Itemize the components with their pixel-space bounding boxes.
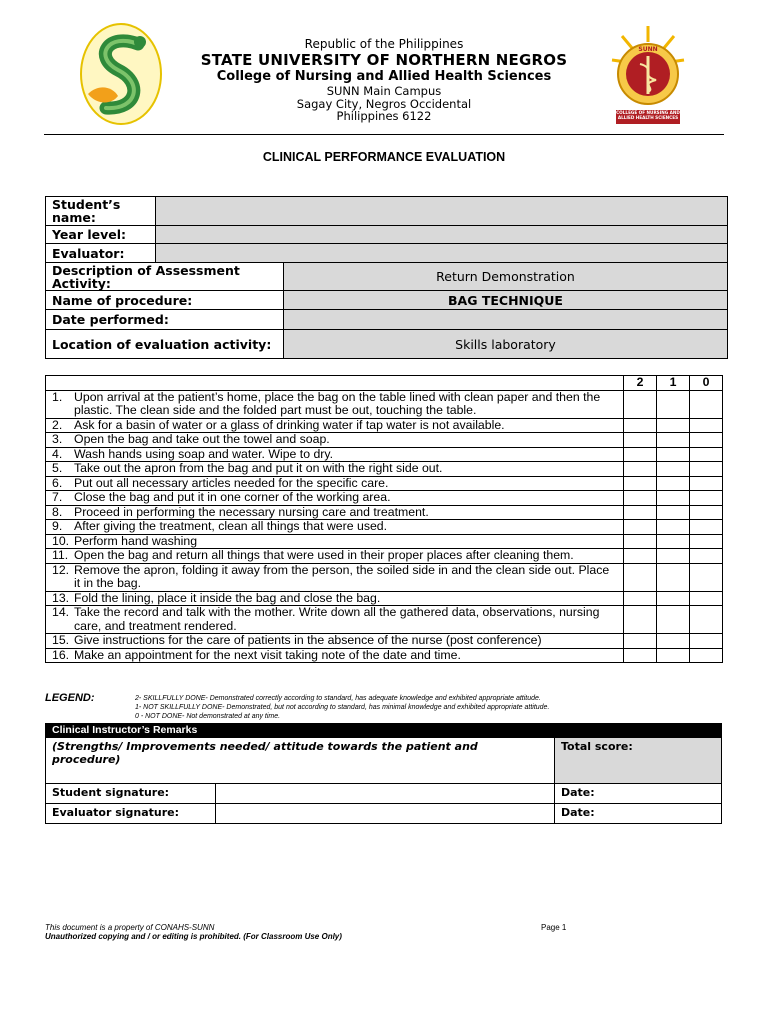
checklist-row xyxy=(46,563,723,591)
checklist-item-text: Wash hands using soap and water. Wipe to dry. xyxy=(74,446,334,461)
score-cell-1[interactable] xyxy=(657,534,690,549)
score-cell-2[interactable] xyxy=(624,433,657,448)
checklist-item xyxy=(46,390,624,418)
checklist-item-text: Ask for a basin of water or a glass of drinking water if tap water is not available. xyxy=(74,417,505,432)
checklist-item-number: 6. xyxy=(52,475,63,490)
location-value[interactable]: Skills laboratory xyxy=(284,330,728,359)
checklist-item-text: Proceed in performing the necessary nursing care and treatment. xyxy=(74,504,429,519)
checklist-item-number: 15. xyxy=(52,633,70,647)
checklist-item-number: 4. xyxy=(52,446,63,461)
checklist-item-number: 1. xyxy=(52,389,63,404)
score-cell-2[interactable] xyxy=(624,563,657,591)
score-cell-0[interactable] xyxy=(690,418,723,433)
procedure-value[interactable]: BAG TECHNIQUE xyxy=(284,291,728,310)
checklist-row xyxy=(46,648,723,663)
checklist-item-number: 13. xyxy=(52,590,70,605)
score-cell-2[interactable] xyxy=(624,418,657,433)
checklist-row xyxy=(46,606,723,634)
legend-label: LEGEND: xyxy=(45,692,95,704)
republic-line: Republic of the Philippines xyxy=(304,37,464,51)
score-header-1: 1 xyxy=(657,376,690,391)
checklist-item-text: Perform hand washing xyxy=(74,533,198,548)
score-cell-1[interactable] xyxy=(657,505,690,520)
evaluator-date-label: Date: xyxy=(561,806,595,819)
checklist-item-number: 7. xyxy=(52,490,63,504)
college-logo-top: SUNN xyxy=(638,46,658,53)
checklist-item xyxy=(46,491,624,506)
checklist-item-number: 5. xyxy=(52,461,63,475)
checklist-item xyxy=(46,505,624,520)
campus-line: SUNN Main Campus xyxy=(326,84,442,98)
score-cell-0[interactable] xyxy=(690,606,723,634)
evaluator-date-field[interactable] xyxy=(555,804,722,824)
year-level-field[interactable] xyxy=(156,226,728,244)
year-level-label: Year level: xyxy=(46,226,156,244)
score-cell-2[interactable] xyxy=(624,505,657,520)
legend-not-done: 0 - NOT DONE- Not demonstrated at any time. xyxy=(135,713,281,720)
evaluator-signature-field[interactable] xyxy=(216,804,555,824)
score-cell-1[interactable] xyxy=(657,591,690,606)
student-signature-label: Student signature: xyxy=(46,784,216,804)
checklist-row xyxy=(46,433,723,448)
total-score-label: Total score: xyxy=(561,740,633,753)
student-date-field[interactable] xyxy=(555,784,722,804)
checklist-header-blank xyxy=(46,376,624,391)
score-header-2: 2 xyxy=(624,376,657,391)
score-cell-1[interactable] xyxy=(657,418,690,433)
checklist-item-number: 16. xyxy=(52,647,70,662)
score-cell-2[interactable] xyxy=(624,534,657,549)
footer-property-note: This document is a property of CONAHS-SUNN xyxy=(45,923,215,932)
score-cell-0[interactable] xyxy=(690,462,723,477)
score-cell-1[interactable] xyxy=(657,606,690,634)
description-value[interactable]: Return Demonstration xyxy=(284,263,728,291)
score-cell-2[interactable] xyxy=(624,591,657,606)
evaluator-signature-label: Evaluator signature: xyxy=(46,804,216,824)
checklist-row xyxy=(46,462,723,477)
student-name-label: Student’s name: xyxy=(46,197,156,226)
remarks-field[interactable] xyxy=(46,738,555,784)
legend-not-skillfully-done: 1- NOT SKILLFULLY DONE- Demonstrated, but not according to standard, has minimal knowledge and exhibited appropriate attitude. xyxy=(135,704,550,711)
university-name: STATE UNIVERSITY OF NORTHERN NEGROS xyxy=(200,51,568,69)
student-name-field[interactable] xyxy=(156,197,728,226)
checklist-item-number: 12. xyxy=(52,562,70,577)
checklist-row xyxy=(46,634,723,649)
college-logo-caption: COLLEGE OF NURSING AND ALLIED HEALTH SCIENCES xyxy=(616,110,680,120)
score-cell-0[interactable] xyxy=(690,591,723,606)
city-line: Sagay City, Negros Occidental xyxy=(296,97,472,111)
score-cell-0[interactable] xyxy=(690,433,723,448)
evaluator-label: Evaluator: xyxy=(46,244,156,263)
college-name: College of Nursing and Allied Health Sciences xyxy=(216,69,552,84)
checklist-row xyxy=(46,447,723,462)
checklist-item-text: Open the bag and return all things that were used in their proper places after cleaning them. xyxy=(74,548,574,562)
score-cell-0[interactable] xyxy=(690,476,723,491)
checklist-item xyxy=(46,447,624,462)
score-cell-2[interactable] xyxy=(624,549,657,564)
header-divider xyxy=(44,134,724,135)
score-cell-0[interactable] xyxy=(690,634,723,649)
student-info-table xyxy=(45,196,728,359)
checklist-item-text: Remove the apron, folding it away from the person, the soiled side in and the clean side out. Place it in the bag. xyxy=(74,562,610,590)
checklist-row xyxy=(46,418,723,433)
checklist-item xyxy=(46,563,624,591)
score-cell-1[interactable] xyxy=(657,476,690,491)
score-cell-0[interactable] xyxy=(690,491,723,506)
score-cell-0[interactable] xyxy=(690,563,723,591)
checklist-row xyxy=(46,520,723,535)
score-cell-2[interactable] xyxy=(624,648,657,663)
score-cell-1[interactable] xyxy=(657,433,690,448)
score-cell-2[interactable] xyxy=(624,606,657,634)
checklist-item xyxy=(46,418,624,433)
country-line: Philippines 6122 xyxy=(336,109,432,123)
description-label: Description of Assessment Activity: xyxy=(46,263,284,291)
checklist-item-number: 2. xyxy=(52,417,63,432)
checklist-item xyxy=(46,520,624,535)
score-cell-2[interactable] xyxy=(624,520,657,535)
score-header-0: 0 xyxy=(690,376,723,391)
score-cell-0[interactable] xyxy=(690,505,723,520)
checklist-item-number: 10. xyxy=(52,533,70,548)
evaluator-field[interactable] xyxy=(156,244,728,263)
student-signature-field[interactable] xyxy=(216,784,555,804)
score-cell-1[interactable] xyxy=(657,447,690,462)
date-performed-field[interactable] xyxy=(284,310,728,330)
score-cell-2[interactable] xyxy=(624,390,657,418)
score-cell-1[interactable] xyxy=(657,462,690,477)
score-cell-0[interactable] xyxy=(690,648,723,663)
checklist-item-number: 3. xyxy=(52,432,63,446)
checklist-item-text: Take out the apron from the bag and put it on with the right side out. xyxy=(74,461,443,475)
checklist-item-number: 14. xyxy=(52,605,70,619)
checklist-row xyxy=(46,534,723,549)
score-cell-1[interactable] xyxy=(657,491,690,506)
checklist-item xyxy=(46,462,624,477)
remarks-table xyxy=(45,737,722,824)
score-cell-0[interactable] xyxy=(690,447,723,462)
remarks-header: Clinical Instructor’s Remarks xyxy=(45,723,722,737)
footer-copy-note: Unauthorized copying and / or editing is prohibited. (For Classroom Use Only) xyxy=(45,932,342,941)
score-cell-2[interactable] xyxy=(624,491,657,506)
checklist-item-number: 9. xyxy=(52,519,63,533)
remarks-prompt: (Strengths/ Improvements needed/ attitude towards the patient and procedure) xyxy=(52,740,478,766)
score-cell-2[interactable] xyxy=(624,462,657,477)
total-score-field[interactable] xyxy=(555,738,722,784)
checklist-item-text: Close the bag and put it in one corner of the working area. xyxy=(74,490,391,504)
checklist-item xyxy=(46,648,624,663)
score-cell-1[interactable] xyxy=(657,563,690,591)
procedure-checklist xyxy=(45,375,723,663)
score-cell-1[interactable] xyxy=(657,634,690,649)
legend-skillfully-done: 2- SKILLFULLY DONE- Demonstrated correctly according to standard, has adequate knowledge and exhibited appropriate attitude. xyxy=(135,695,541,702)
student-date-label: Date: xyxy=(561,786,595,799)
form-title: CLINICAL PERFORMANCE EVALUATION xyxy=(262,150,506,164)
checklist-row xyxy=(46,476,723,491)
checklist-item xyxy=(46,433,624,448)
score-cell-1[interactable] xyxy=(657,520,690,535)
score-cell-2[interactable] xyxy=(624,476,657,491)
checklist-row xyxy=(46,505,723,520)
checklist-row xyxy=(46,390,723,418)
checklist-item xyxy=(46,606,624,634)
checklist-item xyxy=(46,591,624,606)
score-cell-2[interactable] xyxy=(624,634,657,649)
procedure-label: Name of procedure: xyxy=(46,291,284,310)
checklist-row xyxy=(46,549,723,564)
score-cell-2[interactable] xyxy=(624,447,657,462)
score-cell-1[interactable] xyxy=(657,549,690,564)
score-cell-0[interactable] xyxy=(690,520,723,535)
page-number: Page 1 xyxy=(541,923,567,932)
checklist-item xyxy=(46,549,624,564)
checklist-row xyxy=(46,591,723,606)
checklist-item-number: 11. xyxy=(52,548,69,562)
checklist-row xyxy=(46,491,723,506)
score-cell-1[interactable] xyxy=(657,390,690,418)
checklist-item-text: Fold the lining, place it inside the bag and close the bag. xyxy=(74,590,381,605)
date-performed-label: Date performed: xyxy=(46,310,284,330)
checklist-item-text: After giving the treatment, clean all things that were used. xyxy=(74,519,388,533)
score-cell-0[interactable] xyxy=(690,549,723,564)
checklist-item xyxy=(46,634,624,649)
checklist-item-text: Open the bag and take out the towel and soap. xyxy=(74,432,330,446)
checklist-item xyxy=(46,476,624,491)
checklist-item-text: Upon arrival at the patient’s home, place the bag on the table lined with clean paper and then the plastic. The clean side and the folded part must be out, touching the table. xyxy=(74,389,601,417)
checklist-item-text: Make an appointment for the next visit taking note of the date and time. xyxy=(74,647,461,662)
checklist-item-text: Put out all necessary articles needed for the specific care. xyxy=(74,475,389,490)
score-cell-1[interactable] xyxy=(657,648,690,663)
checklist-item-text: Take the record and talk with the mother. Write down all the gathered data, observations, nursing care, and treatment rendered. xyxy=(74,605,600,633)
checklist-item-number: 8. xyxy=(52,504,63,519)
checklist-item-text: Give instructions for the care of patients in the absence of the nurse (post conference) xyxy=(74,633,542,647)
score-cell-0[interactable] xyxy=(690,390,723,418)
score-cell-0[interactable] xyxy=(690,534,723,549)
location-label: Location of evaluation activity: xyxy=(46,330,284,359)
checklist-item xyxy=(46,534,624,549)
